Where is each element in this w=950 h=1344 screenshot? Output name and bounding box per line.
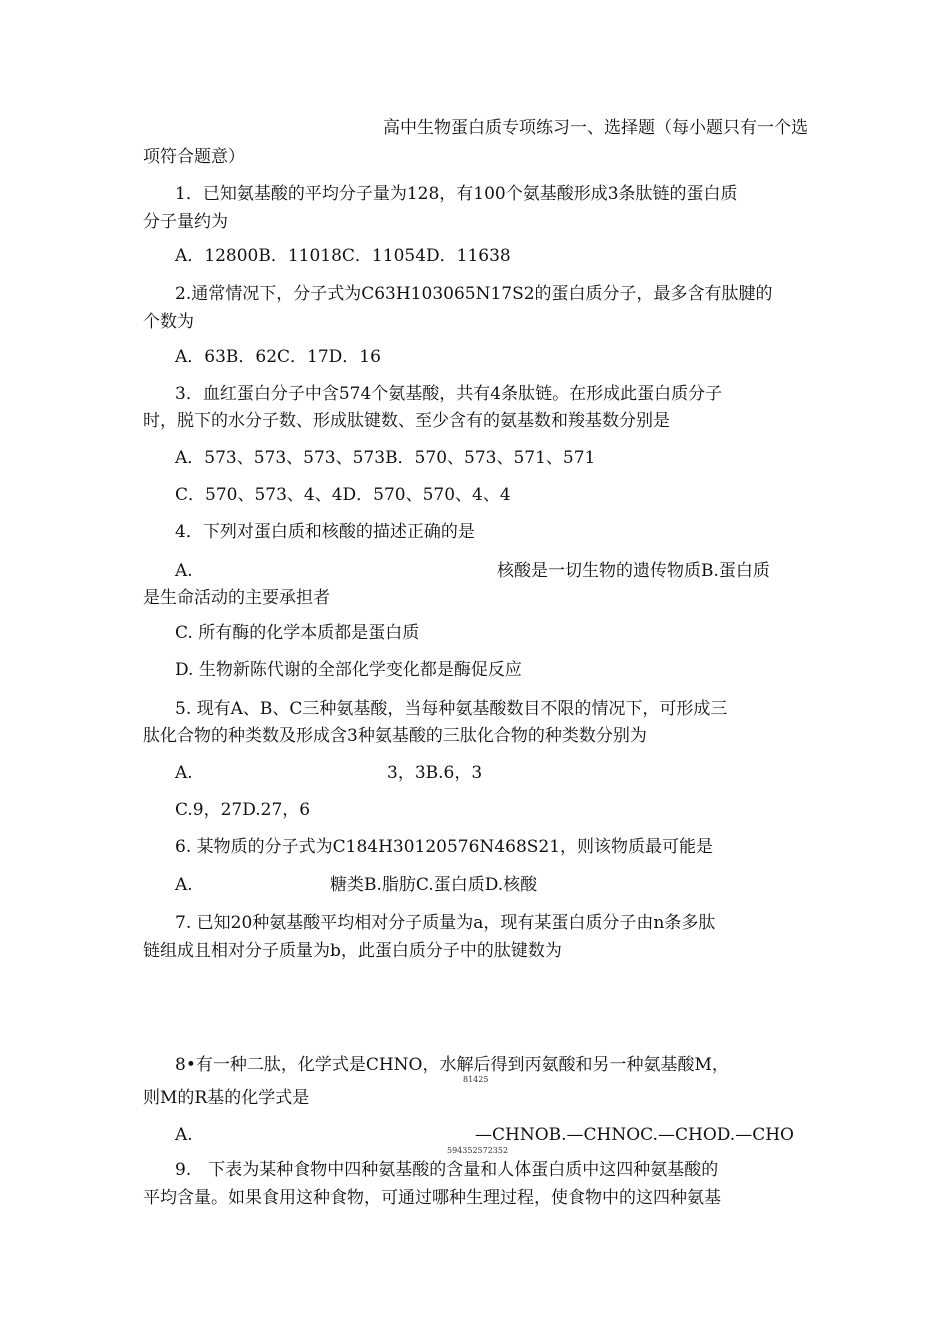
question-2-options: A．63B．62C．17D．16 (175, 347, 381, 367)
question-5-stem-line1: 5. 现有A、B、C三种氨基酸，当每种氨基酸数目不限的情况下，可形成三 (175, 699, 728, 719)
question-8-stem-line1: 8•有一种二肽，化学式是CHNO，水解后得到丙氨酸和另一种氨基酸M， (175, 1055, 729, 1075)
question-8-stem-line2: 则M的R基的化学式是 (143, 1088, 310, 1108)
question-3-options-ab: A．573、573、573、573B．570、573、571、571 (175, 448, 596, 468)
question-6-option-a-text: 糖类B.脂肪C.蛋白质D.核酸 (330, 875, 538, 895)
question-9-stem-line2: 平均含量。如果食用这种食物，可通过哪种生理过程，使食物中的这四种氨基 (143, 1188, 721, 1208)
question-3-stem-line1: 3．血红蛋白分子中含574个氨基酸，共有4条肽链。在形成此蛋白质分子 (175, 384, 723, 404)
question-1-stem-line1: 1．已知氨基酸的平均分子量为128，有100个氨基酸形成3条肽链的蛋白质 (175, 184, 738, 204)
question-9-stem-line1: 9. 下表为某种食物中四种氨基酸的含量和人体蛋白质中这四种氨基酸的 (175, 1160, 719, 1180)
question-6-option-a-label: A. (175, 875, 193, 895)
question-3-stem-line2: 时，脱下的水分子数、形成肽键数、至少含有的氨基数和羧基数分别是 (143, 411, 670, 431)
page-title-line2: 项符合题意） (143, 147, 245, 167)
question-4-option-a-label: A. (175, 561, 193, 581)
question-4-option-a-continued: 是生命活动的主要承担者 (143, 588, 330, 608)
question-2-stem-line1: 2.通常情况下，分子式为C63H103065N17S2的蛋白质分子，最多含有肽腱的 (175, 284, 773, 304)
question-8-option-a-subscript: 594352572352 (447, 1146, 509, 1155)
question-5-stem-line2: 肽化合物的种类数及形成含3种氨基酸的三肽化合物的种类数分别为 (143, 726, 647, 746)
question-4-option-a-text: 核酸是一切生物的遗传物质B.蛋白质 (497, 561, 770, 581)
question-5-options-cd: C.9，27D.27，6 (175, 800, 311, 820)
question-7-stem-line2: 链组成且相对分子质量为b，此蛋白质分子中的肽键数为 (143, 941, 562, 961)
question-5-option-a-text: 3，3B.6，3 (387, 763, 483, 783)
question-1-stem-line2: 分子量约为 (143, 212, 228, 232)
page-title-line1: 高中生物蛋白质专项练习一、选择题（每小题只有一个选 (383, 118, 808, 138)
question-7-stem-line1: 7. 已知20种氨基酸平均相对分子质量为a，现有某蛋白质分子由n条多肽 (175, 913, 716, 933)
question-4-option-d: D. 生物新陈代谢的全部化学变化都是酶促反应 (175, 660, 522, 680)
question-8-subscript: 81425 (463, 1075, 489, 1084)
question-2-stem-line2: 个数为 (143, 312, 194, 332)
question-6-stem: 6. 某物质的分子式为C184H30120576N468S21，则该物质最可能是 (175, 837, 714, 857)
question-4-option-c: C. 所有酶的化学本质都是蛋白质 (175, 623, 420, 643)
question-5-option-a-label: A. (175, 763, 193, 783)
question-1-options: A．12800B．11018C．11054D．11638 (175, 246, 511, 266)
question-8-option-a-text: —CHNOB.—CHNOC.—CHOD.—CHO (475, 1125, 794, 1145)
question-3-options-cd: C．570、573、4、4D．570、570、4、4 (175, 485, 511, 505)
question-4-stem: 4．下列对蛋白质和核酸的描述正确的是 (175, 522, 475, 542)
question-8-option-a-label: A. (175, 1125, 193, 1145)
